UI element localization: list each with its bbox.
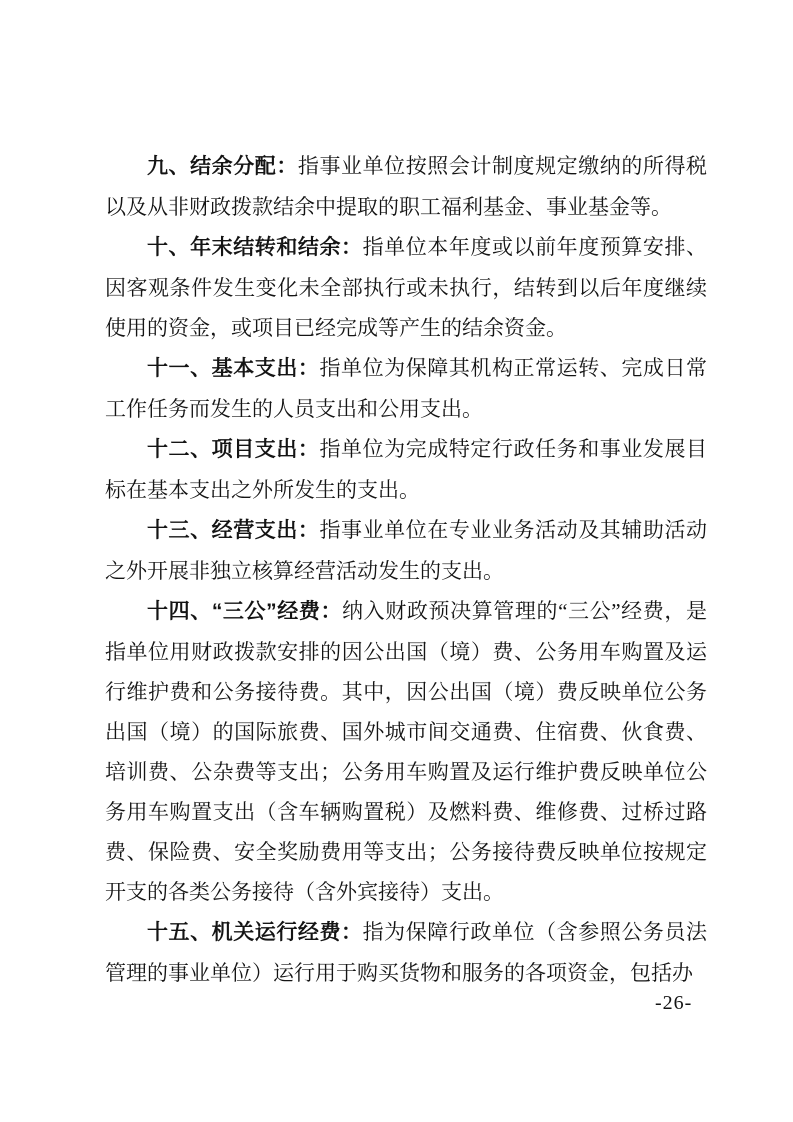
term-definition: 指单位本年度或以前年度预算安排、因客观条件发生变化未全部执行或未执行，结转到以后年度继续使用的资金，或项目已经完成等产生的结余资金。 xyxy=(105,235,708,340)
paragraph xyxy=(105,227,707,348)
paragraph xyxy=(105,429,707,510)
term-definition: 纳入财政预决算管理的“三公”经费，是指单位用财政拨款安排的因公出国（境）费、公务用车购置及运行维护费和公务接待费。其中，因公出国（境）费反映单位公务出国（境）的国际旅费、国外城市间交通费、住宿费、伙食费、培训费、公杂费等支出；公务用车购置及运行维护费反映单位公务用车购置支出（含车辆购置税）及燃料费、维修费、过桥过路费、保险费、安全奖励费用等支出；公务接待费反映单位按规定开支的各类公务接待（含外宾接待）支出。 xyxy=(105,599,708,904)
document-content xyxy=(105,146,707,993)
term-definition: 指单位为完成特定行政任务和事业发展目标在基本支出之外所发生的支出。 xyxy=(105,437,708,502)
term-definition: 指事业单位在专业业务活动及其辅助活动之外开展非独立核算经营活动发生的支出。 xyxy=(105,518,708,583)
term-definition: 指为保障行政单位（含参照公务员法管理的事业单位）运行用于购买货物和服务的各项资金，包括办 xyxy=(105,920,708,985)
paragraph xyxy=(105,510,707,591)
paragraph xyxy=(105,912,707,993)
paragraph xyxy=(105,348,707,429)
paragraph xyxy=(105,591,707,912)
term-heading: 十一、基本支出： xyxy=(147,357,320,380)
term-heading: 九、结余分配： xyxy=(147,155,298,178)
term-heading: 十五、机关运行经费： xyxy=(147,921,363,944)
term-definition: 指事业单位按照会计制度规定缴纳的所得税以及从非财政拨款结余中提取的职工福利基金、事业基金等。 xyxy=(105,154,708,219)
term-heading: 十、年末结转和结余： xyxy=(147,236,363,259)
page-number: -26- xyxy=(655,992,693,1014)
term-heading: 十二、项目支出： xyxy=(147,438,320,461)
term-heading: 十三、经营支出： xyxy=(147,519,320,542)
term-heading: 十四、“三公”经费： xyxy=(147,600,343,623)
term-definition: 指单位为保障其机构正常运转、完成日常工作任务而发生的人员支出和公用支出。 xyxy=(105,356,708,421)
paragraph xyxy=(105,146,707,227)
